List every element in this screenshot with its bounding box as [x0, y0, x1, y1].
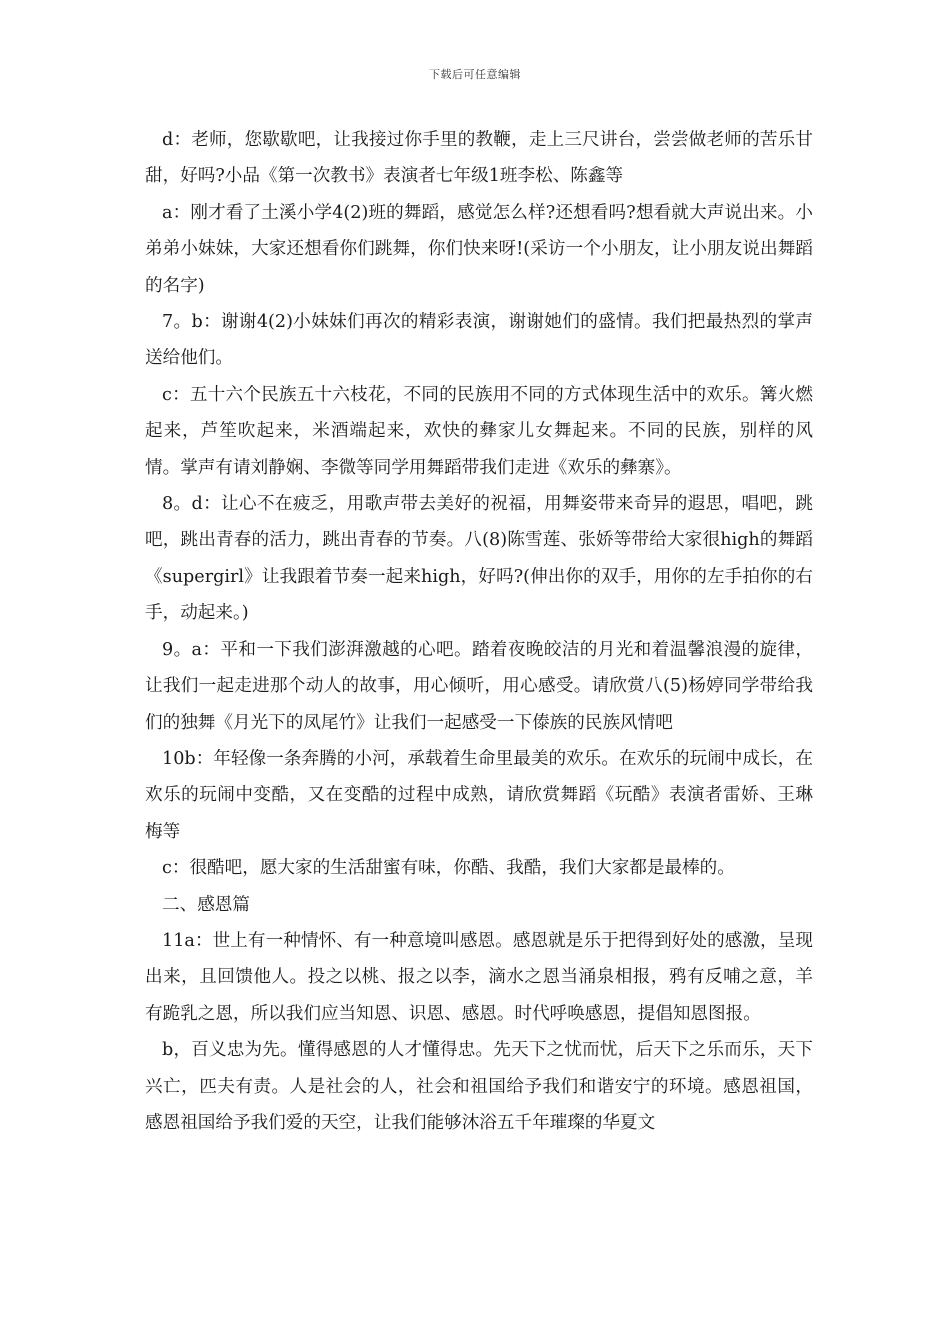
page-header: 下载后可任意编辑 — [429, 68, 521, 81]
paragraph: c：很酷吧，愿大家的生活甜蜜有味，你酷、我酷，我们大家都是最棒的。 — [162, 858, 735, 879]
paragraph: b，百义忠为先。懂得感恩的人才懂得忠。先天下之忧而忧，后天下之乐而乐，天下兴亡，匹夫有责。人是社会的人，社会和祖国给予我们和谐安宁的环境。感恩祖国，感恩祖国给予我们爱的天空，让我们能够沐浴五千年璀璨的华夏文 — [145, 1040, 813, 1133]
paragraph: 9。a：平和一下我们澎湃激越的心吧。踏着夜晚皎洁的月光和着温馨浪漫的旋律，让我们一起走进那个动人的故事，用心倾听，用心感受。请欣赏八(5)杨婷同学带给我们的独舞《月光下的凤尾竹》让我们一起感受一下傣族的民族风情吧 — [145, 639, 813, 733]
paragraph: d：老师，您歇歇吧，让我接过你手里的教鞭，走上三尺讲台，尝尝做老师的苦乐甘甜，好吗?小品《第一次教书》表演者七年级1班李松、陈鑫等 — [145, 130, 813, 187]
document-body — [145, 122, 813, 1141]
section-heading: 二、感恩篇 — [162, 894, 250, 915]
paragraph: 7。b：谢谢4(2)小妹妹们再次的精彩表演，谢谢她们的盛情。我们把最热烈的掌声送给他们。 — [145, 312, 813, 369]
paragraph: 11a：世上有一种情怀、有一种意境叫感恩。感恩就是乐于把得到好处的感激，呈现出来，且回馈他人。投之以桃、报之以李，滴水之恩当涌泉相报，鸦有反哺之意，羊有跪乳之恩，所以我们应当知恩、识恩、感恩。时代呼唤感恩，提倡知恩图报。 — [145, 930, 813, 1024]
paragraph: c：五十六个民族五十六枝花，不同的民族用不同的方式体现生活中的欢乐。篝火燃起来，芦笙吹起来，米酒端起来，欢快的彝家儿女舞起来。不同的民族，别样的风情。掌声有请刘静娴、李微等同学用舞蹈带我们走进《欢乐的彝寨》。 — [145, 384, 813, 478]
paragraph: a：刚才看了土溪小学4(2)班的舞蹈，感觉怎么样?还想看吗?想看就大声说出来。小弟弟小妹妹，大家还想看你们跳舞，你们快来呀!(采访一个小朋友，让小朋友说出舞蹈的名字) — [145, 202, 813, 296]
paragraph: 10b：年轻像一条奔腾的小河，承载着生命里最美的欢乐。在欢乐的玩闹中成长，在欢乐的玩闹中变酷，又在变酷的过程中成熟，请欣赏舞蹈《玩酷》表演者雷娇、王琳梅等 — [145, 748, 813, 842]
paragraph: 8。d：让心不在疲乏，用歌声带去美好的祝福，用舞姿带来奇异的遐思，唱吧，跳吧，跳出青春的活力，跳出青春的节奏。八(8)陈雪莲、张娇等带给大家很high的舞蹈《supergirl》让我跟着节奏一起来high，好吗?(伸出你的双手，用你的左手拍你的右手，动起来。) — [145, 494, 813, 624]
